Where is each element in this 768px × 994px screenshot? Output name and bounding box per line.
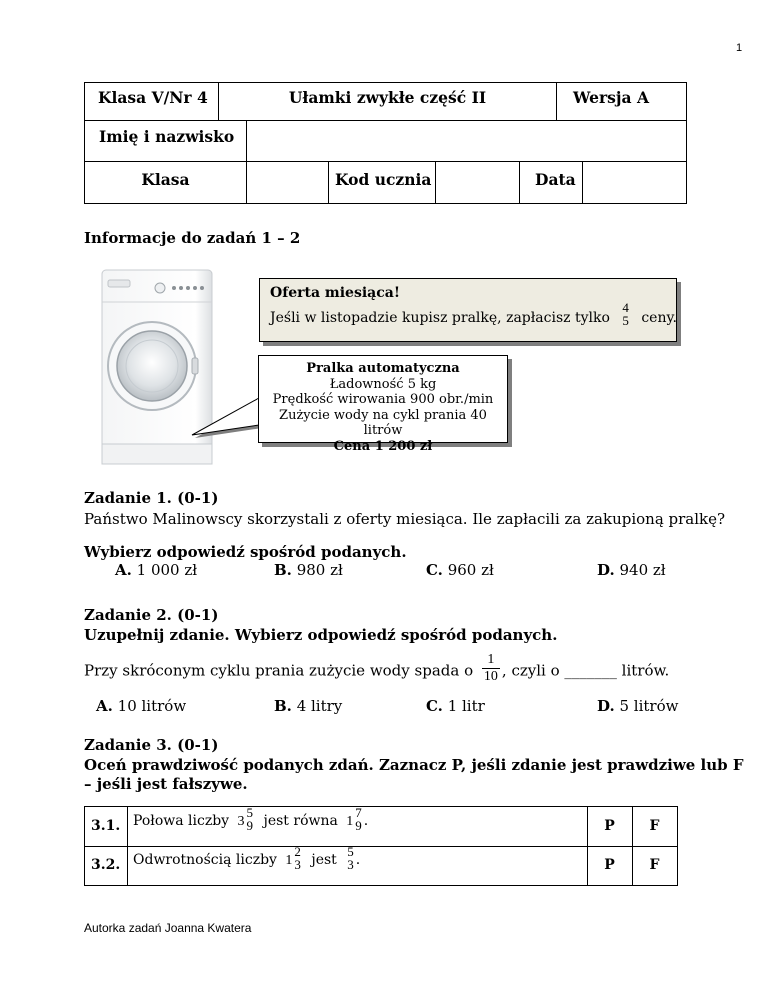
offer-fraction-den: 5	[622, 313, 629, 328]
version-label: Wersja A	[573, 88, 649, 107]
student-code-field[interactable]	[436, 162, 519, 203]
page-number: 1	[736, 42, 743, 54]
task2-fraction-den: 10	[483, 669, 498, 684]
callout-pointer	[190, 395, 262, 450]
spec-title: Pralka automatyczna	[306, 361, 460, 376]
date-field[interactable]	[583, 162, 686, 203]
spec-price: Cena 1 200 zł	[333, 438, 433, 454]
task3-heading: Zadanie 3. (0-1)	[84, 736, 219, 754]
false-option-1[interactable]: F	[649, 818, 660, 834]
footer-author: Autorka zadań Joanna Kwatera	[84, 921, 252, 935]
task2-answer-b[interactable]: B. 4 litry	[274, 697, 343, 715]
class-number-label: Klasa V/Nr 4	[98, 88, 208, 107]
info-heading: Informacje do zadań 1 – 2	[84, 229, 301, 247]
task2-sentence	[84, 652, 670, 685]
offer-title: Oferta miesiąca!	[270, 285, 400, 301]
row-number: 3.2.	[91, 857, 121, 873]
offer-box	[259, 278, 677, 342]
task3-instruction-line2: – jeśli jest fałszywe.	[84, 775, 248, 793]
task2-fraction	[482, 652, 500, 685]
header-table	[84, 82, 687, 204]
task1-heading: Zadanie 1. (0-1)	[84, 489, 219, 507]
task1-answer-c[interactable]: C. 960 zł	[426, 561, 494, 579]
task2-sentence-before: Przy skróconym cyklu prania zużycie wody spada o	[84, 661, 474, 680]
spec-water-usage: Zużycie wody na cykl prania 40 litrów	[279, 407, 487, 438]
spec-spin-speed: Prędkość wirowania 900 obr./min	[272, 392, 494, 407]
class-field[interactable]	[247, 162, 328, 203]
name-field[interactable]	[247, 121, 685, 161]
date-label: Data	[535, 170, 576, 189]
task1-answer-d[interactable]: D. 940 zł	[597, 561, 666, 579]
offer-fraction	[620, 301, 631, 327]
task2-answer-c[interactable]: C. 1 litr	[426, 697, 485, 715]
task1-answer-b[interactable]: B. 980 zł	[274, 561, 343, 579]
offer-text	[270, 300, 677, 328]
task2-instruction: Uzupełnij zdanie. Wybierz odpowiedź spośród podanych.	[84, 626, 558, 644]
false-option-2[interactable]: F	[649, 857, 660, 873]
true-option-1[interactable]: P	[604, 818, 615, 834]
spec-capacity: Ładowność 5 kg	[329, 376, 437, 392]
offer-text-after: ceny.	[641, 310, 677, 326]
class-label: Klasa	[141, 170, 190, 189]
name-label: Imię i nazwisko	[99, 127, 235, 146]
task2-answer-d[interactable]: D. 5 litrów	[597, 697, 679, 715]
task3-table	[84, 806, 678, 886]
student-code-label: Kod ucznia	[335, 170, 432, 189]
worksheet-title: Ułamki zwykłe część II	[288, 88, 487, 107]
task1-question: Państwo Malinowscy skorzystali z oferty miesiąca. Ile zapłacili za zakupioną pralkę?	[84, 510, 726, 528]
task2-sentence-after: , czyli o _______ litrów.	[501, 661, 670, 680]
spec-box	[258, 355, 508, 454]
offer-fraction-num: 4	[622, 300, 629, 315]
task2-fraction-num: 1	[487, 652, 495, 667]
task3-statement-1: Połowa liczby 3 5 9 jest równa 1 7 9 .	[133, 805, 369, 833]
task2-answer-a[interactable]: A. 10 litrów	[96, 697, 187, 715]
row-number: 3.1.	[91, 818, 121, 834]
task2-heading: Zadanie 2. (0-1)	[84, 606, 219, 624]
task3-instruction-line1: Oceń prawdziwość podanych zdań. Zaznacz P, jeśli zdanie jest prawdziwe lub F	[84, 756, 744, 774]
task3-statement-2: Odwrotnością liczby 1 2 3 jest 5 3 .	[133, 844, 361, 872]
task1-instruction: Wybierz odpowiedź spośród podanych.	[84, 543, 407, 561]
offer-text-before: Jeśli w listopadzie kupisz pralkę, zapłacisz tylko	[270, 310, 610, 326]
true-option-2[interactable]: P	[604, 857, 615, 873]
task1-answer-a[interactable]: A. 1 000 zł	[115, 561, 198, 579]
